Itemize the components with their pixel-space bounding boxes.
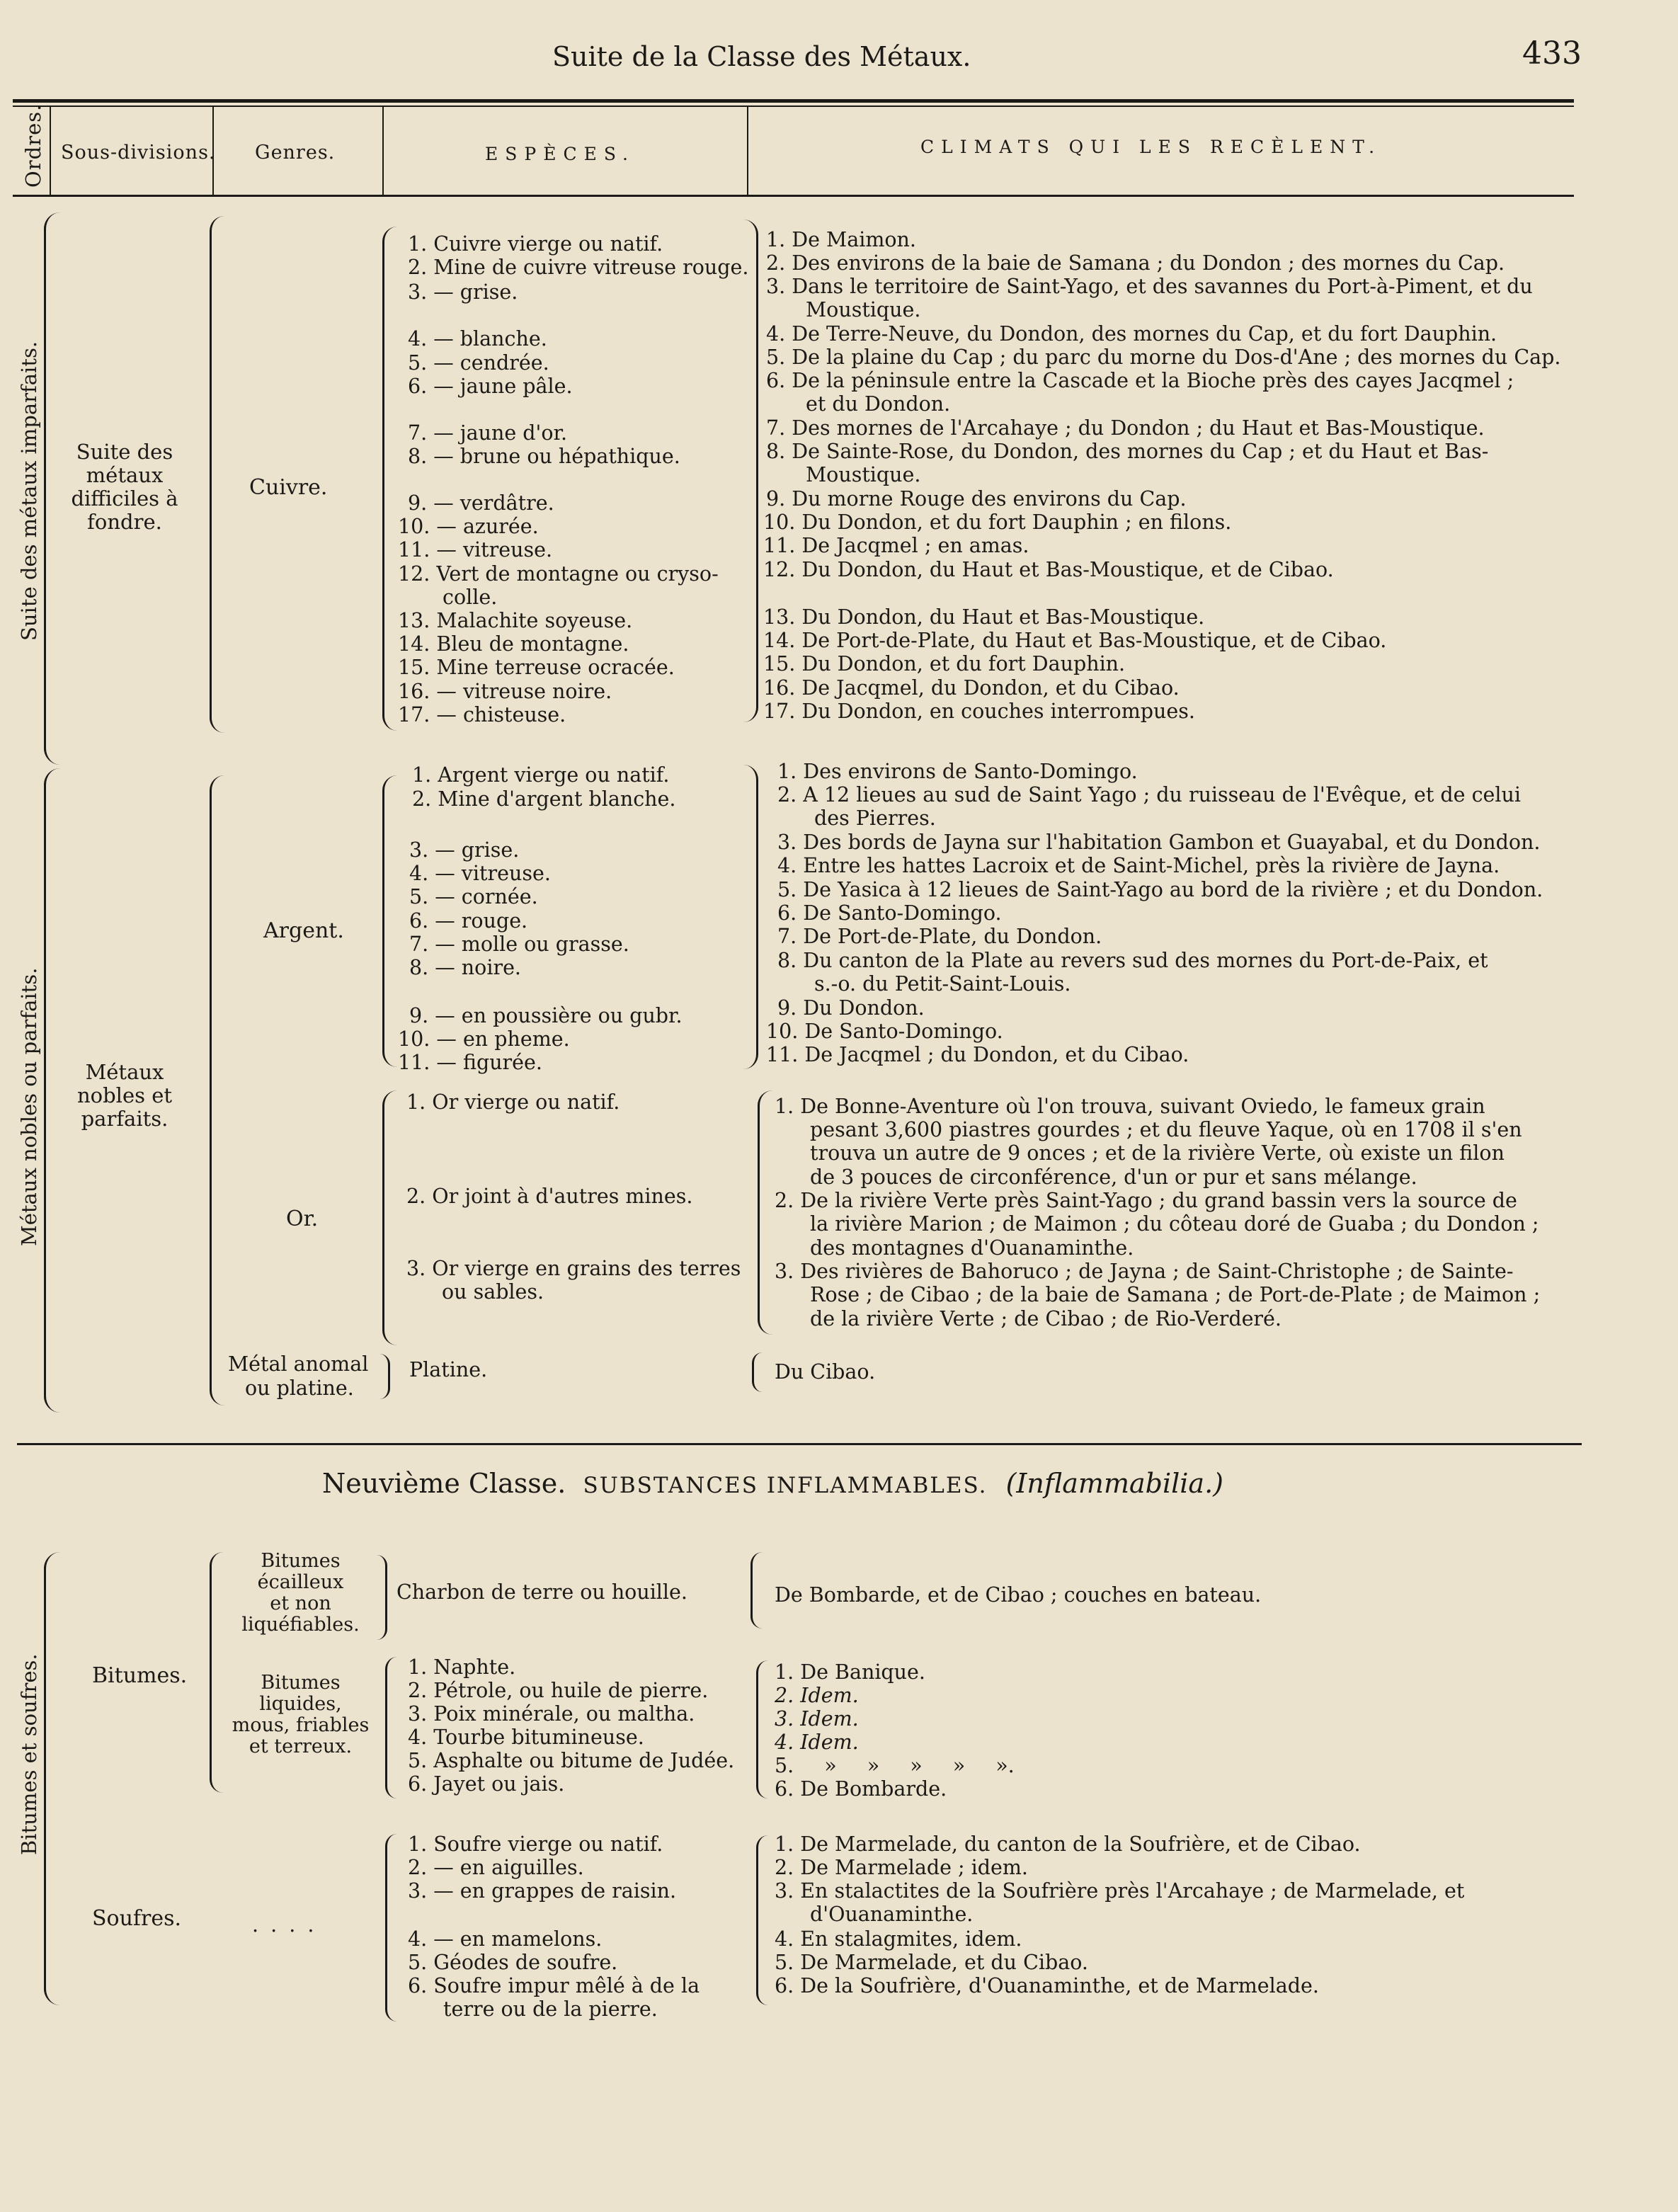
genre-bitumes-liquides-l3: mous, friables (232, 1714, 370, 1736)
espece-cuivre-5: 5. — cendrée. (408, 351, 549, 375)
espece-bitume-6: 6. Jayet ou jais. (408, 1772, 565, 1796)
genre-bitumes-liquides-l1: Bitumes (261, 1672, 341, 1694)
genre-bitumes-liquides (221, 1672, 380, 1757)
climat-cuivre-7: 7. Des mornes de l'Arcahaye ; du Dondon ; du Haut et Bas-Moustique. (766, 416, 1485, 440)
genre-bitumes-ecailleux-l3: et non (270, 1592, 331, 1614)
espece-cuivre-12b: colle. (443, 586, 498, 609)
col-header-genres: Genres. (255, 142, 336, 164)
espece-bitume-2: 2. Pétrole, ou huile de pierre. (408, 1679, 709, 1702)
climat-cuivre-5: 5. De la plaine du Cap ; du parc du morne du Dos-d'Ane ; des mornes du Cap. (766, 346, 1561, 369)
climat-brace-charbon (750, 1552, 763, 1629)
col-sep-3 (382, 106, 384, 195)
climats-brace-soufres (756, 1835, 768, 2005)
ordre-brace-bitumes (44, 1552, 60, 2005)
climat-argent-2b: des Pierres. (814, 806, 936, 830)
espece-soufre-5: 5. Géodes de soufre. (408, 1951, 618, 1974)
espece-or-1: 1. Or vierge ou natif. (406, 1090, 620, 1114)
genre-brace-argent (382, 775, 397, 1067)
climat-or-1d: de 3 pouces de circonférence, d'un or pur et sans mélange. (810, 1165, 1417, 1189)
running-head-title: Suite de la Classe des Métaux. (552, 41, 971, 72)
espece-argent-3: 3. — grise. (409, 838, 520, 862)
especes-brace-argent (743, 765, 758, 1069)
climat-soufre-2: 2. De Marmelade ; idem. (775, 1856, 1028, 1879)
ordre-bitumes-soufres: Bitumes et soufres. (17, 1653, 41, 1855)
climat-cuivre-1: 1. De Maimon. (766, 228, 916, 251)
espece-cuivre-15: 15. Mine terreuse ocracée. (398, 656, 675, 679)
espece-or-3: 3. Or vierge en grains des terres (406, 1257, 741, 1280)
climat-argent-7: 7. De Port-de-Plate, du Dondon. (777, 925, 1102, 948)
sous-division-brace-cuivre (210, 216, 224, 733)
espece-or-2: 2. Or joint à d'autres mines. (406, 1185, 693, 1208)
climat-soufre-4: 4. En stalagmites, idem. (775, 1927, 1022, 1951)
climat-brace-platine (752, 1352, 763, 1392)
espece-bitume-1: 1. Naphte. (408, 1655, 516, 1679)
header-rule-top2 (13, 106, 1574, 107)
col-header-especes: ESPÈCES. (485, 144, 636, 164)
espece-cuivre-8: 8. — brune ou hépathique. (408, 445, 680, 468)
espece-argent-9: 9. — en poussière ou gubr. (409, 1004, 683, 1027)
col-sep-1 (50, 106, 51, 195)
espece-cuivre-6: 6. — jaune pâle. (408, 375, 573, 398)
climat-cuivre-14: 14. De Port-de-Plate, du Haut et Bas-Moustique, et de Cibao. (763, 629, 1387, 652)
climat-argent-6: 6. De Santo-Domingo. (777, 901, 1002, 925)
espece-cuivre-11: 11. — vitreuse. (398, 538, 553, 561)
climat-cuivre-2: 2. Des environs de la baie de Samana ; du Dondon ; des mornes du Cap. (766, 251, 1505, 275)
climat-or-2b: la rivière Marion ; de Maimon ; du côteau doré de Guaba ; du Dondon ; (810, 1212, 1539, 1236)
genre-or: Or. (286, 1207, 319, 1231)
climat-argent-9: 9. Du Dondon. (777, 996, 925, 1020)
climat-cuivre-11: 11. De Jacqmel ; en amas. (763, 534, 1029, 557)
col-header-sous-divisions: Sous-divisions. (61, 142, 216, 164)
climat-bitume-4: 4. Idem. (775, 1731, 859, 1754)
genre-brace-or (382, 1090, 397, 1345)
climat-bitume-6: 6. De Bombarde. (775, 1777, 947, 1801)
climat-charbon: De Bombarde, et de Cibao ; couches en bateau. (775, 1583, 1262, 1607)
ordre-metaux-imparfaits: Suite des métaux imparfaits. (17, 341, 41, 641)
climat-argent-10: 10. De Santo-Domingo. (766, 1020, 1003, 1043)
ordre-brace-nobles (44, 768, 60, 1413)
climat-cuivre-17: 17. Du Dondon, en couches interrompues. (763, 700, 1195, 723)
climat-or-3c: de la rivière Verte ; de Cibao ; de Rio-Verderé. (810, 1307, 1282, 1330)
espece-soufre-2: 2. — en aiguilles. (408, 1856, 584, 1879)
espece-cuivre-12: 12. Vert de montagne ou cryso- (398, 562, 719, 586)
climat-cuivre-6: 6. De la péninsule entre la Cascade et la Bioche près des cayes Jacqmel ; (766, 369, 1514, 392)
espece-or-3b: ou sables. (442, 1280, 544, 1304)
sous-division-soufres: Soufres. (92, 1906, 182, 1931)
espece-argent-1: 1. Argent vierge ou natif. (412, 763, 670, 787)
climat-bitume-5: 5. » » » » ». (775, 1754, 1015, 1777)
espece-cuivre-7: 7. — jaune d'or. (408, 421, 568, 445)
genre-soufres-dots: . . . . (252, 1913, 317, 1937)
ordre-brace-imparfaits (44, 212, 60, 765)
espece-cuivre-4: 4. — blanche. (408, 327, 547, 350)
climat-cuivre-4: 4. De Terre-Neuve, du Dondon, des mornes du Cap, et du fort Dauphin. (766, 322, 1497, 346)
climat-or-1c: trouva un autre de 9 onces ; et de la rivière Verte, où existe un filon (810, 1141, 1505, 1165)
col-header-climats: CLIMATS QUI LES RECÈLENT. (920, 137, 1382, 157)
espece-cuivre-17: 17. — chisteuse. (398, 703, 566, 726)
genre-bitumes-ecailleux-l4: liquéfiables. (241, 1614, 360, 1636)
genre-platine-line1: Métal anomal (228, 1352, 369, 1376)
climat-cuivre-15: 15. Du Dondon, et du fort Dauphin. (763, 652, 1126, 675)
espece-soufre-3: 3. — en grappes de raisin. (408, 1879, 677, 1903)
climat-or-2c: des montagnes d'Ouanaminthe. (810, 1236, 1134, 1260)
espece-argent-5: 5. — cornée. (409, 885, 538, 908)
especes-brace-cuivre (743, 220, 758, 722)
header-rule-top (13, 99, 1574, 103)
espece-argent-6: 6. — rouge. (409, 909, 528, 933)
class-title-number: Neuvième Classe. (322, 1468, 566, 1499)
climat-cuivre-10: 10. Du Dondon, et du fort Dauphin ; en filons. (763, 511, 1232, 534)
col-header-ordres: Ordres. (21, 103, 45, 188)
espece-soufre-4: 4. — en mamelons. (408, 1927, 603, 1951)
page-number: 433 (1522, 35, 1582, 72)
genre-brace-ecailleux (377, 1555, 387, 1640)
espece-argent-8: 8. — noire. (409, 956, 521, 979)
espece-platine: Platine. (409, 1358, 488, 1381)
climat-cuivre-8b: Moustique. (806, 463, 921, 486)
genre-platine-line2: ou platine. (245, 1376, 354, 1400)
espece-bitume-3: 3. Poix minérale, ou maltha. (408, 1702, 695, 1726)
climat-or-1b: pesant 3,600 piastres gourdes ; et du fleuve Yaque, où en 1708 il s'en (810, 1118, 1522, 1141)
espece-cuivre-13: 13. Malachite soyeuse. (398, 609, 633, 632)
climat-argent-11: 11. De Jacqmel ; du Dondon, et du Cibao. (766, 1043, 1189, 1066)
espece-soufre-1: 1. Soufre vierge ou natif. (408, 1832, 663, 1856)
climats-brace-bitumes (756, 1660, 768, 1798)
climat-bitume-2: 2. Idem. (775, 1684, 859, 1707)
climat-or-2: 2. De la rivière Verte près Saint-Yago ; du grand bassin vers la source de (775, 1189, 1517, 1212)
header-rule-bottom (13, 195, 1574, 197)
climat-or-3: 3. Des rivières de Bahoruco ; de Jayna ; de Saint-Christophe ; de Sainte- (775, 1260, 1514, 1283)
genre-brace-liquides (385, 1657, 397, 1798)
climat-soufre-1: 1. De Marmelade, du canton de la Soufrière, et de Cibao. (775, 1832, 1361, 1856)
genre-brace-soufres (385, 1834, 397, 2022)
climat-argent-8: 8. Du canton de la Plate au revers sud des mornes du Port-de-Paix, et (777, 949, 1488, 972)
genre-cuivre: Cuivre. (249, 475, 328, 500)
climat-soufre-5: 5. De Marmelade, et du Cibao. (775, 1951, 1088, 1974)
espece-bitume-5: 5. Asphalte ou bitume de Judée. (408, 1749, 735, 1772)
climat-argent-4: 4. Entre les hattes Lacroix et de Saint-Michel, près la rivière de Jayna. (777, 854, 1500, 877)
espece-soufre-6b: terre ou de la pierre. (443, 1997, 658, 2021)
genre-bitumes-liquides-l2: liquides, (259, 1693, 342, 1715)
class-title-latin: (Inflammabilia.) (1005, 1468, 1223, 1499)
espece-cuivre-1: 1. Cuivre vierge ou natif. (408, 232, 663, 256)
espece-argent-11: 11. — figurée. (398, 1051, 542, 1074)
climat-argent-5: 5. De Yasica à 12 lieues de Saint-Yago au bord de la rivière ; et du Dondon. (777, 878, 1543, 901)
class-title-name: SUBSTANCES INFLAMMABLES. (583, 1473, 988, 1498)
climat-argent-1: 1. Des environs de Santo-Domingo. (777, 760, 1138, 783)
espece-cuivre-10: 10. — azurée. (398, 515, 539, 538)
genre-bitumes-ecailleux-l1: Bitumes (261, 1550, 341, 1572)
climat-cuivre-12: 12. Du Dondon, du Haut et Bas-Moustique, et de Cibao. (763, 558, 1334, 581)
espece-bitume-4: 4. Tourbe bitumineuse. (408, 1726, 644, 1749)
climat-or-3b: Rose ; de Cibao ; de la baie de Samana ; de Port-de-Plate ; de Maimon ; (810, 1283, 1541, 1306)
genre-bitumes-ecailleux-l2: écailleux (257, 1571, 344, 1593)
espece-argent-2: 2. Mine d'argent blanche. (412, 787, 676, 811)
climat-soufre-6: 6. De la Soufrière, d'Ouanaminthe, et de Marmelade. (775, 1974, 1319, 1997)
sous-division-brace-nobles (210, 775, 224, 1406)
espece-cuivre-9: 9. — verdâtre. (408, 491, 554, 515)
climat-or-1: 1. De Bonne-Aventure où l'on trouva, suivant Oviedo, le fameux grain (775, 1095, 1485, 1118)
espece-charbon: Charbon de terre ou houille. (396, 1580, 687, 1604)
climat-bitume-1: 1. De Banique. (775, 1660, 925, 1684)
climat-cuivre-9: 9. Du morne Rouge des environs du Cap. (766, 487, 1187, 511)
climat-soufre-3b: d'Ouanaminthe. (810, 1903, 974, 1926)
climat-cuivre-8: 8. De Sainte-Rose, du Dondon, des mornes du Cap ; et du Haut et Bas- (766, 440, 1489, 463)
climat-cuivre-6b: et du Dondon. (806, 392, 951, 416)
climat-cuivre-3b: Moustique. (806, 298, 921, 321)
class-title (322, 1468, 1223, 1499)
climat-argent-8b: s.-o. du Petit-Saint-Louis. (814, 972, 1071, 996)
espece-argent-10: 10. — en pheme. (398, 1027, 570, 1051)
sous-division-nobles-parfaits: Métaux nobles et parfaits. (76, 1060, 173, 1131)
col-sep-4 (747, 106, 748, 195)
espece-cuivre-3: 3. — grise. (408, 280, 518, 304)
espece-soufre-6: 6. Soufre impur mêlé à de la (408, 1974, 700, 1997)
sous-division-difficiles-a-fondre: Suite des métaux difficiles à fondre. (71, 440, 178, 534)
genre-argent: Argent. (263, 918, 344, 943)
sous-division-bitumes: Bitumes. (92, 1663, 188, 1688)
espece-cuivre-14: 14. Bleu de montagne. (398, 632, 629, 656)
section-rule (17, 1443, 1582, 1445)
climats-brace-or (758, 1090, 772, 1335)
genre-brace-cuivre (382, 227, 397, 731)
genre-brace-platine (379, 1354, 390, 1399)
climat-cuivre-13: 13. Du Dondon, du Haut et Bas-Moustique. (763, 605, 1205, 629)
climat-soufre-3: 3. En stalactites de la Soufrière près l'Arcahaye ; de Marmelade, et (775, 1879, 1465, 1903)
espece-cuivre-2: 2. Mine de cuivre vitreuse rouge. (408, 256, 749, 279)
climat-argent-3: 3. Des bords de Jayna sur l'habitation Gambon et Guayabal, et du Dondon. (777, 831, 1541, 854)
espece-argent-7: 7. — molle ou grasse. (409, 933, 629, 956)
climat-cuivre-16: 16. De Jacqmel, du Dondon, et du Cibao. (763, 676, 1180, 700)
climat-platine: Du Cibao. (775, 1360, 876, 1384)
climat-cuivre-3: 3. Dans le territoire de Saint-Yago, et des savannes du Port-à-Piment, et du (766, 275, 1533, 298)
climat-argent-2: 2. A 12 lieues au sud de Saint Yago ; du ruisseau de l'Evêque, et de celui (777, 783, 1522, 806)
genre-bitumes-ecailleux (221, 1551, 380, 1636)
espece-cuivre-16: 16. — vitreuse noire. (398, 680, 612, 703)
climat-bitume-3: 3. Idem. (775, 1707, 859, 1731)
ordre-metaux-nobles: Métaux nobles ou parfaits. (17, 967, 41, 1246)
espece-argent-4: 4. — vitreuse. (409, 862, 551, 885)
genre-bitumes-liquides-l4: et terreux. (249, 1735, 353, 1757)
